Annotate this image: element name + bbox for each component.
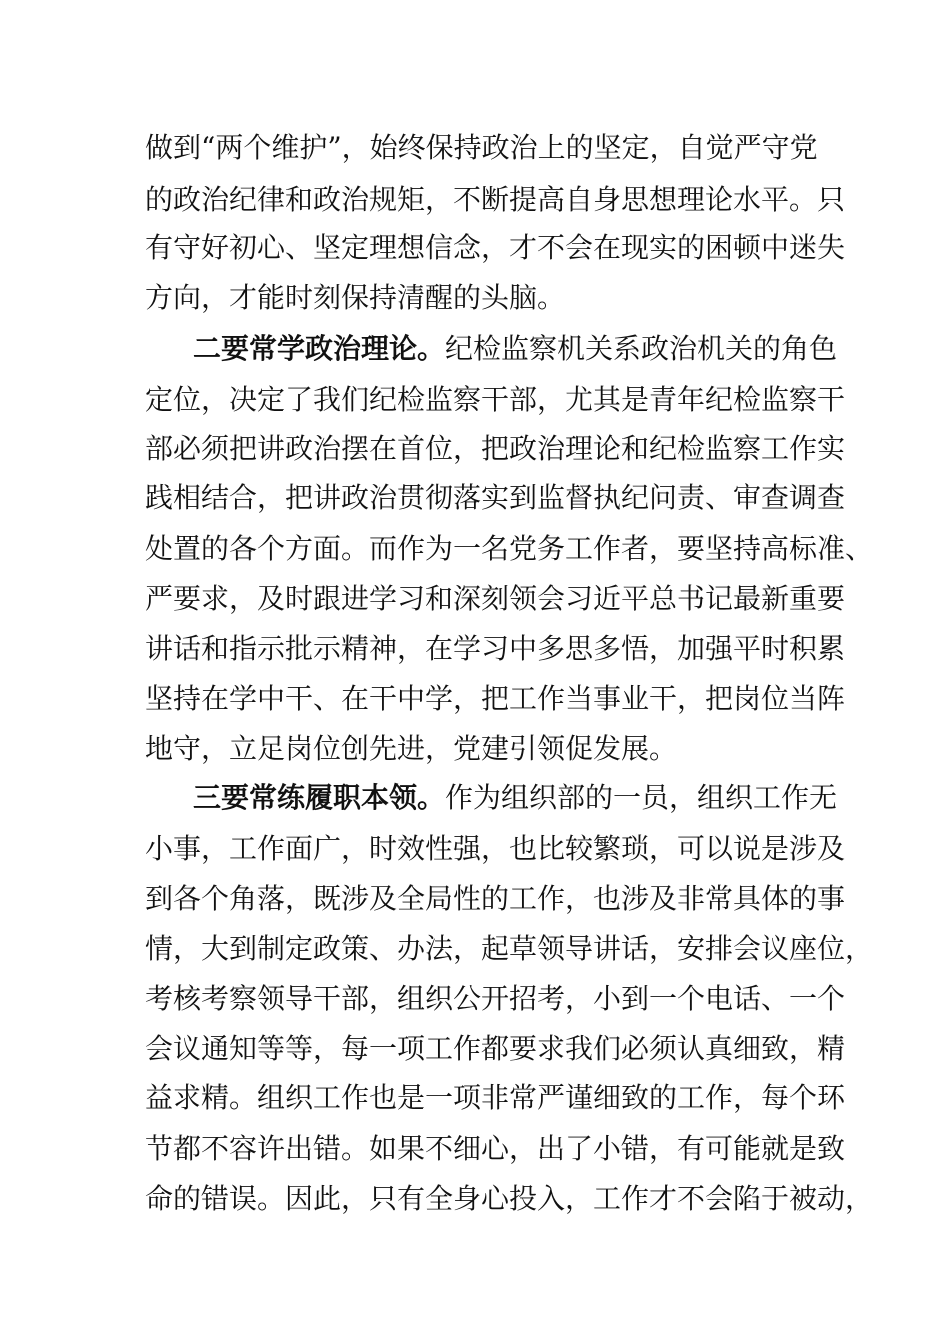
text-line: 有守好初心、坚定理想信念，才不会在现实的困顿中迷失 (145, 231, 846, 264)
text-line: 小事，工作面广，时效性强，也比较繁琐，可以说是涉及 (145, 832, 846, 865)
text-line: 益求精。组织工作也是一项非常严谨细致的工作，每个环 (145, 1081, 846, 1114)
text-line: 地守，立足岗位创先进，党建引领促发展。 (145, 732, 678, 765)
text-line: 方向，才能时刻保持清醒的头脑。 (145, 281, 566, 314)
text-line: 考核考察领导干部，组织公开招考，小到一个电话、一个 (145, 982, 846, 1015)
text-line: 到各个角落，既涉及全局性的工作，也涉及非常具体的事 (145, 882, 846, 915)
text-line: 节都不容许出错。如果不细心，出了小错，有可能就是致 (145, 1132, 846, 1165)
text-line: 讲话和指示批示精神，在学习中多思多悟，加强平时积累 (145, 632, 846, 665)
text-line: 严要求，及时跟进学习和深刻领会习近平总书记最新重要 (145, 582, 846, 615)
text-line: 情，大到制定政策、办法，起草领导讲话，安排会议座位， (145, 932, 874, 965)
text-line: 坚持在学中干、在干中学，把工作当事业干，把岗位当阵 (145, 682, 846, 715)
paragraph-heading: 二要常学政治理论。 (193, 332, 446, 365)
text-line: 处置的各个方面。而作为一名党务工作者，要坚持高标准、 (145, 532, 874, 565)
text-line: 部必须把讲政治摆在首位，把政治理论和纪检监察工作实 (145, 432, 846, 465)
paragraph-heading-line: 二要常学政治理论。纪检监察机关系政治机关的角色 (193, 332, 838, 365)
text-line: 的政治纪律和政治规矩，不断提高自身思想理论水平。只 (145, 183, 846, 216)
text-line: 命的错误。因此，只有全身心投入，工作才不会陷于被动， (145, 1182, 874, 1215)
text-line: 定位，决定了我们纪检监察干部，尤其是青年纪检监察干 (145, 383, 846, 416)
text-line: 会议通知等等，每一项工作都要求我们必须认真细致，精 (145, 1032, 846, 1065)
text-line: 做到“两个维护”，始终保持政治上的坚定，自觉严守党 (145, 131, 818, 164)
paragraph-heading-line: 三要常练履职本领。作为组织部的一员，组织工作无 (193, 781, 838, 814)
text-line: 践相结合，把讲政治贯彻落实到监督执纪问责、审查调查 (145, 481, 846, 514)
paragraph-heading: 三要常练履职本领。 (193, 781, 446, 814)
